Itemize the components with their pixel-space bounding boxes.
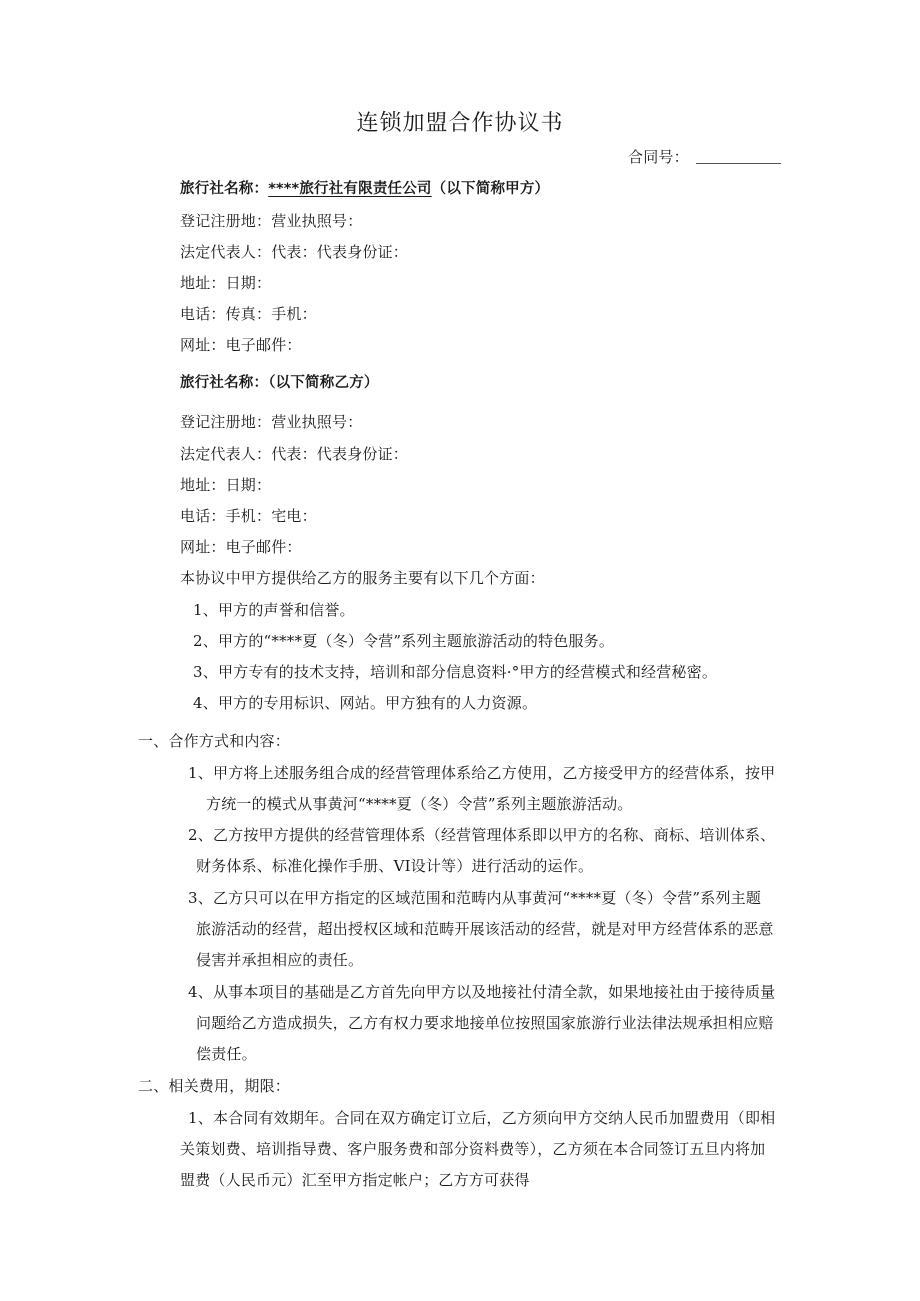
section-2-item-1-line-2: 关策划费、培训指导费、客户服务费和部分资料费等），乙方须在本合同签订五旦内将加 bbox=[180, 1140, 766, 1158]
section-1-item-3-line-2: 旅游活动的经营，超出授权区域和范畴开展该活动的经营，就是对甲方经营体系的恶意 bbox=[196, 920, 774, 938]
section-2-item-1-line-1: 1、本合同有效期年。合同在双方确定订立后，乙方须向甲方交纳人民币加盟费用（即相 bbox=[188, 1109, 776, 1127]
party-a-name-suffix: （以下简称甲方） bbox=[431, 181, 550, 197]
section-1-item-1-line-2: 方统一的模式从事黄河“****夏（冬）令营”系列主题旅游活动。 bbox=[206, 795, 633, 813]
party-a-name-label: 旅行社名称： bbox=[180, 181, 269, 197]
contract-no-label: 合同号： bbox=[628, 148, 689, 166]
contract-no-blank bbox=[696, 163, 781, 164]
section-2-item-1-line-3: 盟费（人民币元）汇至甲方指定帐户；乙方方可获得 bbox=[180, 1171, 530, 1189]
section-1-item-2-line-1: 2、乙方按甲方提供的经营管理体系（经营管理体系即以甲方的名称、商标、培训体系、 bbox=[188, 826, 776, 844]
services-intro: 本协议中甲方提供给乙方的服务主要有以下几个方面： bbox=[180, 569, 545, 587]
service-item: 3、甲方专有的技术支持，培训和部分信息资料·°甲方的经营模式和经营秘密。 bbox=[193, 663, 718, 681]
party-a-web: 网址：电子邮件： bbox=[180, 336, 302, 354]
service-item: 4、甲方的专用标识、网站。甲方独有的人力资源。 bbox=[193, 694, 538, 712]
party-b-representative: 法定代表人：代表：代表身份证： bbox=[180, 445, 409, 463]
party-a-phone: 电话：传真：手机： bbox=[180, 305, 317, 323]
section-1-item-3-line-3: 侵害并承担相应的责任。 bbox=[196, 951, 364, 969]
party-b-address: 地址：日期： bbox=[180, 476, 272, 494]
section-1-item-2-line-2: 财务体系、标准化操作手册、VI设计等）进行活动的运作。 bbox=[196, 857, 594, 875]
party-a-representative: 法定代表人：代表：代表身份证： bbox=[180, 243, 409, 261]
page-title: 连锁加盟合作协议书 bbox=[356, 111, 564, 136]
section-2-heading: 二、相关费用，期限： bbox=[138, 1077, 291, 1095]
section-1-item-4-line-3: 偿责任。 bbox=[196, 1045, 257, 1063]
section-1-item-4-line-1: 4、从事本项目的基础是乙方首先向甲方以及地接社付清全款，如果地接社由于接待质量 bbox=[188, 983, 776, 1001]
party-b-phone: 电话：手机：宅电： bbox=[180, 507, 317, 525]
party-b-web: 网址：电子邮件： bbox=[180, 538, 302, 556]
party-b-name-line: 旅行社名称：（以下简称乙方） bbox=[180, 375, 379, 391]
party-a-name-line bbox=[180, 179, 549, 199]
party-a-address: 地址：日期： bbox=[180, 274, 272, 292]
party-a-name-value: ****旅行社有限责任公司 bbox=[268, 181, 432, 197]
party-a-registration: 登记注册地：营业执照号： bbox=[180, 212, 363, 230]
service-item: 1、甲方的声誉和信誉。 bbox=[193, 601, 355, 619]
section-1-item-1-line-1: 1、甲方将上述服务组合成的经营管理体系给乙方使用，乙方接受甲方的经营体系，按甲 bbox=[188, 764, 776, 782]
section-1-heading: 一、合作方式和内容： bbox=[138, 732, 291, 750]
party-b-registration: 登记注册地：营业执照号： bbox=[180, 413, 363, 431]
service-item: 2、甲方的“****夏（冬）令营”系列主题旅游活动的特色服务。 bbox=[193, 632, 615, 650]
section-1-item-4-line-2: 问题给乙方造成损失，乙方有权力要求地接单位按照国家旅游行业法律法规承担相应赔 bbox=[196, 1014, 774, 1032]
section-1-item-3-line-1: 3、乙方只可以在甲方指定的区域范围和范畴内从事黄河“****夏（冬）令营”系列主题 bbox=[188, 889, 762, 907]
